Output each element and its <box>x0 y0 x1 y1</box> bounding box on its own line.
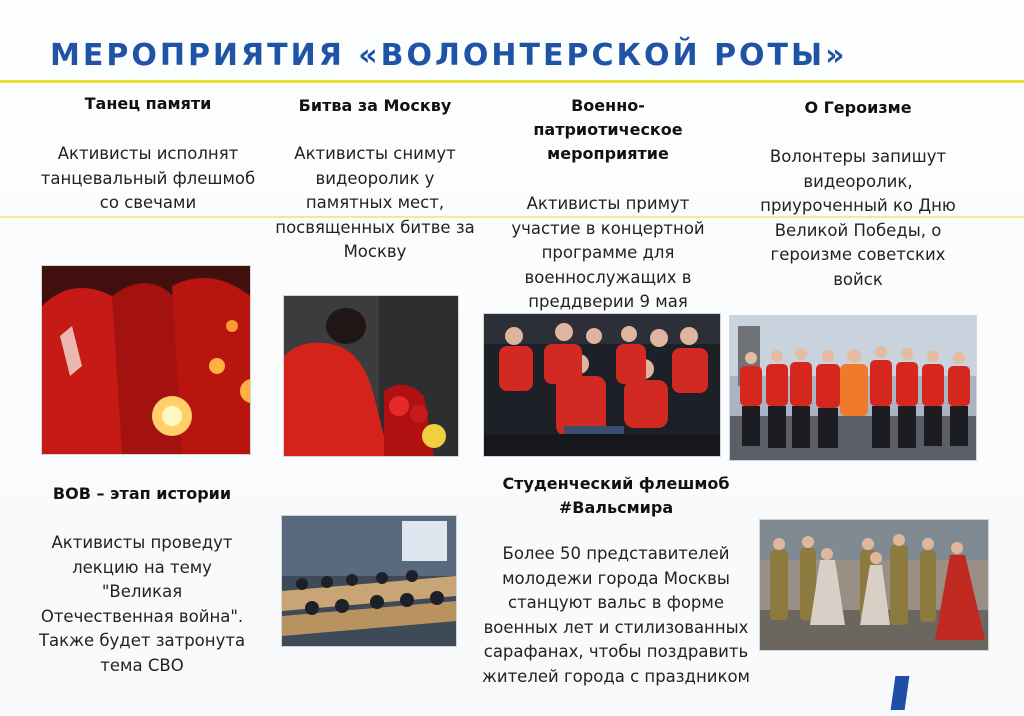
event-card-student-flashmob <box>480 472 752 690</box>
event-description: Волонтеры запишут видеоролик, приуроченный ко Дню Великой Победы, о героизме советских войск <box>760 147 956 289</box>
volunteers-lineup-photo <box>730 316 976 460</box>
candle-flashmob-photo <box>42 266 250 454</box>
page-title: МЕРОПРИЯТИЯ «ВОЛОНТЕРСКОЙ РОТЫ» <box>50 38 848 73</box>
event-card-dance-of-memory <box>36 92 260 216</box>
event-title: Танец памяти <box>84 94 212 113</box>
title-underline <box>0 80 1024 83</box>
event-description: Активисты примут участие в концертной программе для военнослужащих в преддверии 9 мая <box>511 194 705 312</box>
event-title: Студенческий флешмоб #Вальсмира <box>502 474 730 517</box>
event-title: ВОВ – этап истории <box>52 484 232 503</box>
event-card-about-heroism <box>752 96 964 293</box>
memorial-flowers-photo <box>284 296 458 456</box>
event-title: О Героизме <box>804 98 912 117</box>
event-description: Активисты снимут видеоролик у памятных мест, посвященных битве за Москву <box>275 144 475 262</box>
event-card-military-patriotic <box>492 94 724 315</box>
lecture-hall-photo <box>282 516 456 646</box>
waltz-dancers-photo <box>760 520 988 650</box>
event-description: Более 50 представителей молодежи города Москвы станцуют вальс в форме военных лет и стилизованных сарафанах, чтобы поздравить жителей города с праздником <box>481 544 750 686</box>
event-title: Военно-патриотическое мероприятие <box>533 96 683 163</box>
event-card-battle-for-moscow <box>270 94 480 265</box>
event-title: Битва за Москву <box>298 96 452 115</box>
volunteers-group-photo <box>484 314 720 456</box>
event-card-ww2-history <box>36 482 248 679</box>
event-description: Активисты исполнят танцевальный флешмоб со свечами <box>40 144 256 213</box>
event-description: Активисты проведут лекцию на тему "Великая Отечественная война". Также будет затронута тема СВО <box>38 533 246 675</box>
